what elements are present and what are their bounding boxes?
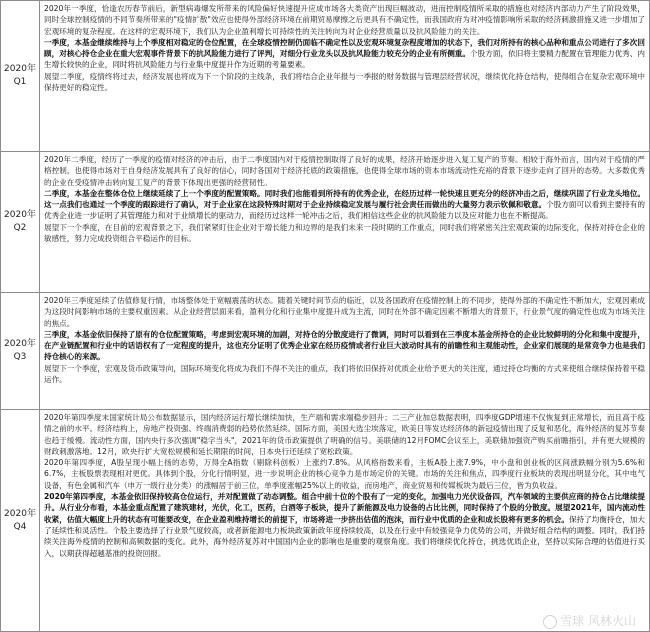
report-row-q2 — [1, 152, 650, 293]
report-row-q1 — [1, 1, 650, 152]
paragraph-q4-3-bold: 2020年第四季度，本基金依旧保持较高仓位运行，并对配置做了动态调整。组合中前十位的个股有了一定的变化，加强电力光伏设备四，汽车领域的主要供应商的持仓占比继续提升。从行业分布看，本基金重点配置了建筑建材，光伏，化工，医药，白酒等子板块，提升了新能源及电力设备的占比比例，同时保持了个股的分散度。展望2021年，国内流动性收紧，估值大幅度上升的状态有可能要改变，在企业盈利维持增长的前提下，市场将进一步挤出估值的泡沫，而行业中优质的企业和成长股将有更多的机会。 — [44, 492, 645, 524]
paragraph-q2-2-bold: 二季度，本基金在整体仓位上继续延续了上一个季度的配置策略。同时我们也能看到所持有的优秀企业，在经历过样一轮快速且更充分的经济冲击之后，继续巩固了行业龙头地位。这一点我们也通过一个季度的跟踪进行了确认，对于企业家在这段特殊时期对于企业持续稳定发展与履行社会责任而做出的大量努力表示钦佩和敬意。 — [44, 188, 645, 210]
quarter-label-q3 — [1, 293, 40, 410]
paragraph-q1-1: 2020年一季度，恰逢农历春节前后，新型病毒爆发所带来的风险偏好快速提升应成市场各大类资产出现巨幅波动，进而控制疫情所采取的措施也对经济内部动力产生了阶段效果，同时全球控制疫情的不同节奏所带来的"疫情扩散"效应也使得外部经济环境在前期贸易摩擦之后更具有不确定性，而我国政府为对冲疫情影响所采取的经济刺激措施又进一步增加了宏观环境的复杂程度。在这样的宏观环境下，我们认为企业盈利增长可持续性的关注转向为对企业经营质量以及抗风险能力的关注。 — [44, 4, 645, 36]
paragraph-q1-2-bold: 一季度，本基金继续维持与上个季度相对稳定的仓位配置，在全球疫情控制仍面临不确定性以及宏观环境复杂程度增加的状态下，我们对所持有的核心品种和重点公司进行了多次回顾，对核心持仓企业在重大宏观事件背景下的抗风险能力进行了评判，对细分行业龙头以及抗风险能力较充分的企业有所侧重。 — [44, 37, 645, 59]
paragraph-q2-2 — [44, 188, 645, 222]
paragraph-q2-2-normal: 个股方面可以看到主要持有的优秀企业进一步证明了其管理能力和对于业绩增长的驱动力，而经历过这样一轮冲击之后，我们相信这些企业的抗风险能力以及应对能力也在不断提高。 — [44, 200, 645, 221]
paragraph-q4-1: 2020年第四季度末国家统计局公布数据显示，国内经济运行增长继续加快，生产端和需求端稳步回升；二三产业加总数据表明，四季度GDP增速不仅恢复到正常增长，而且高于疫情之前的水平。经济结构上，房地产投资强、终端消费弱的趋势依然延续。国际方面，美国大选尘埃落定，欧美日等发达经济体的新冠疫情出现了反复和恶化，海外经济的复苏节奏也趋于缓慢。流动性方面，国内央行多次强调"稳字当头"，2021年的货币政策提供了明确的信号。美联储的12月FOMC会议至上，美联储加强资产购买前瞻指引，并有更大规模的财政刺激落地。12月，欧央行扩大宽松规模和延长期限的时间，日本央行还延续了宽松政策。 — [44, 413, 645, 456]
quarter-text-q3: 2020年 Q3 — [4, 339, 36, 362]
quarter-text-q4: 2020年 Q4 — [4, 508, 36, 532]
paragraph-q3-2: 三季度，本基金依旧保持了原有的仓位配置策略，考虑到宏观环境的加剧，对持仓的分散度进行了微调，同时可以看到在三季度本基金所持仓的企业比较鲜明的分化和集中度提升，在产业链配置和行业中的话语权有了一定程度的提升，这也充分证明了优秀企业家在经历疫情或者行业巨大波动时具有的前瞻性和主观能动性，企业家们展现的是常竞争力也是我们持仓核心的来源。 — [44, 329, 645, 362]
paragraph-q1-2 — [44, 37, 645, 71]
paragraph-q4-2: 2020年第四季度，A股呈现小幅上扬的态势，万得全A指数（剔除科创板）上涨约7.8%。从风格指数来看，主板A股上涨7.9%，中小盘和创业板的区间涨跌幅分别为5.6%和6.7%，主板股票表现相对更优。具体到个股，分化行情明显，进一步说明企业的核心竞争力是市场定价的关键。市场的关注和焦点，四季度行业板块的表现出明显分化，其中电气设备，有色金属和汽车（申万一级行业分类）的涨幅居于前三位，单季度涨幅25%以上的收益，而房地产，商业贸易和传媒板块为最后三位，皆为负收益。 — [44, 458, 645, 490]
paragraph-q2-3: 展望下一个季度，在目前的宏观背景之下，我们紧紧盯住企业对于增长能力和边界的是我们未来一段时期的工作重点，同时我们将紧密关注宏观政策的边际变化，保持对持仓企业的敏感性，努力完成投资组合平稳运作的目标。 — [44, 222, 645, 244]
quarter-text-q1: 2020年 Q1 — [4, 64, 36, 87]
quarter-label-q1 — [1, 1, 40, 152]
report-row-q3 — [1, 293, 650, 410]
quarter-commentary-q4 — [40, 410, 650, 632]
quarter-text-q2: 2020年 Q2 — [4, 210, 36, 233]
paragraph-q4-3 — [44, 491, 645, 559]
paragraph-q3-3: 展望下一个季度，宏观及货币政策导向，国际环境变化将成为我们不得不关注的重点，我们将依旧保持对优质企业给予更大的关注度，通过持仓均衡的方式来使组合继续保持着平稳运作。 — [44, 363, 645, 385]
watermark-text: 雪球 风林火山 — [560, 614, 636, 628]
report-row-q4 — [1, 410, 650, 632]
watermark — [543, 612, 636, 629]
quarter-label-q2 — [1, 152, 40, 293]
paragraph-q4-3-normal: 保持了均衡持仓，加大了延续性和灵活性。个股主要选择了行业景气度较高，或者新能源电力板块政策新政年度持续较高，以及在行业中有较强竞争力优势的公司，并做好组合结构的调整。同时，我们持续关注海外疫情的控制和高频数据的变化。此外，海外经济复苏对中国国内企业的影响也是重要的观察角度。我们将继续优化持仓，挑选优质企业，坚持以实际合理的估值进行买入，以期获得超越基准的投资回报。 — [44, 514, 646, 558]
snowball-logo-icon — [543, 615, 557, 629]
quarter-commentary-q1 — [40, 1, 650, 152]
paragraph-q1-3: 展望二季度，疫情终将过去，经济发展也将成为下一个阶段的主线条，我们将结合企业年报与一季报的财务数据与管理层经营状况，继续优化持仓结构，使得组合在复杂宏观环境中保持更好的稳定性。 — [44, 71, 645, 93]
quarter-label-q4 — [1, 410, 40, 632]
paragraph-q1-2-normal: 个股方面，依旧将主要精力配置在管理能力优秀、内生增长较快的企业，同时将抗风险能力与行业集中度提升作为近期的考量要素。 — [44, 49, 645, 70]
paragraph-q3-1: 2020年三季度延续了估值修复行情，市场整体处于宽幅震荡的状态。随着关键时间节点的临近，以及各国政府在疫情控制上的不同步，使得外部的不确定性不断加大，宏观因素成为这段时间影响市场的主要权重因素。从企业经营层面来看，盈利分化和行业集中度提升成为主流，同时在外部不确定因素不断增大的背景下，行业景气度的确定性也成为市场关注的焦点。 — [44, 296, 645, 328]
quarter-commentary-q3 — [40, 293, 650, 410]
quarter-commentary-q2 — [40, 152, 650, 293]
paragraph-q2-1: 2020年二季度，经历了一季度的疫情对经济的冲击后，由于二季度国内对于疫情控制取得了良好的成果，经济开始逐步进入复工复产的节奏。相较于海外而言，国内对于疫情的严格控制，也使得市场对于自身经济发展具有了良好的信心，同时各国对于经济托底的政策措施，也使得全球市场的资本市场流动性充裕的背景下逐步走向了回升的态势。大多数优秀的企业在受疫情冲击转向复工复产的背景下体现出更强的经营韧性。 — [44, 155, 645, 187]
